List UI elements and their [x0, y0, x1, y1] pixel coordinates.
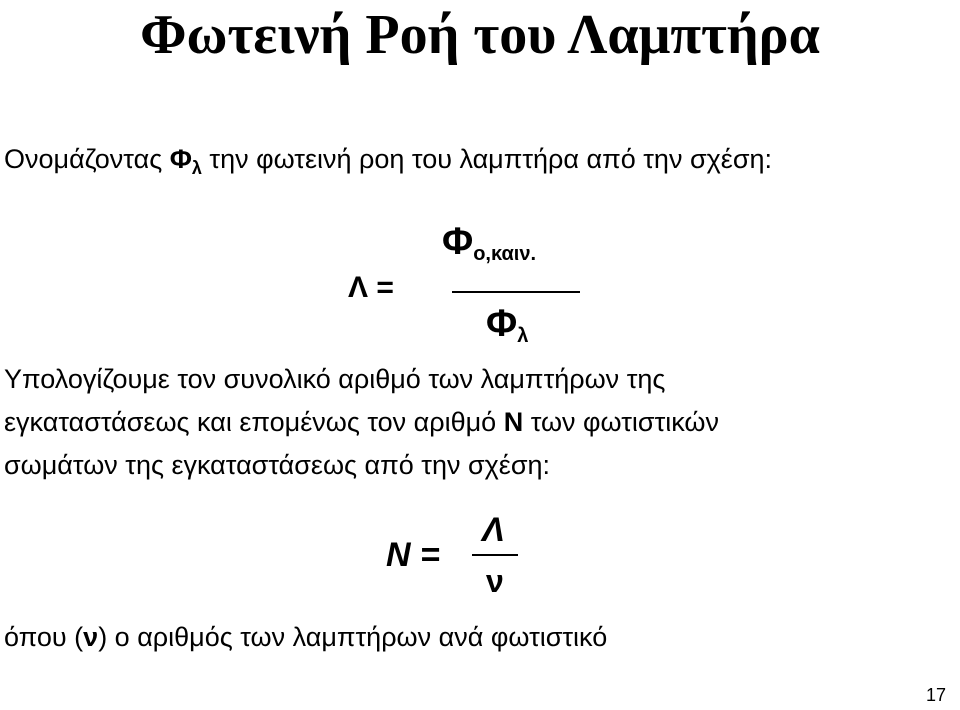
intro-line [4, 142, 772, 179]
note-line [4, 620, 607, 654]
page-number: 17 [925, 685, 946, 705]
numerator-phi: Φ [442, 221, 474, 263]
equation-lambda-denominator [486, 302, 528, 346]
paragraph-line-1: Υπολογίζουμε τον συνολικό αριθμό των λαμπτήρων της [4, 364, 666, 394]
intro-prefix: Ονομάζοντας [4, 144, 170, 174]
paragraph-line-2 [4, 405, 719, 439]
paragraph-line-3: σωμάτων της εγκαταστάσεως από την σχέση: [4, 450, 551, 480]
equation-n-denominator: ν [486, 563, 504, 599]
numerator-subscript: ο,καιν. [473, 243, 536, 265]
denominator-subscript: λ [517, 325, 529, 347]
intro-symbol: Φ [169, 144, 192, 174]
denominator-phi: Φ [486, 303, 518, 345]
note-suffix: ) ο αριθμός των λαμπτήρων ανά φωτιστικό [98, 622, 608, 652]
equation-lambda-lhs: Λ = [348, 271, 394, 304]
equation-n-fraction-bar [472, 554, 518, 556]
intro-suffix: την φωτεινή ροη του λαμπτήρα από την σχέση: [201, 144, 773, 174]
equation-n-numerator: Λ [482, 511, 505, 549]
intro-symbol-subscript: λ [191, 158, 202, 178]
paragraph-line-2-suffix: των φωτιστικών [523, 407, 720, 437]
equation-n-lhs: Ν = [386, 536, 440, 574]
equation-lambda-fraction-bar [452, 291, 580, 293]
equation-lambda-numerator [442, 220, 536, 264]
note-prefix: όπου ( [4, 622, 84, 652]
paragraph-line-2-bold: Ν [503, 407, 524, 437]
note-bold: ν [83, 622, 99, 652]
slide-title: Φωτεινή Ροή του Λαμπτήρα [140, 4, 820, 66]
paragraph-line-2-prefix: εγκαταστάσεως και επομένως τον αριθμό [4, 407, 504, 437]
